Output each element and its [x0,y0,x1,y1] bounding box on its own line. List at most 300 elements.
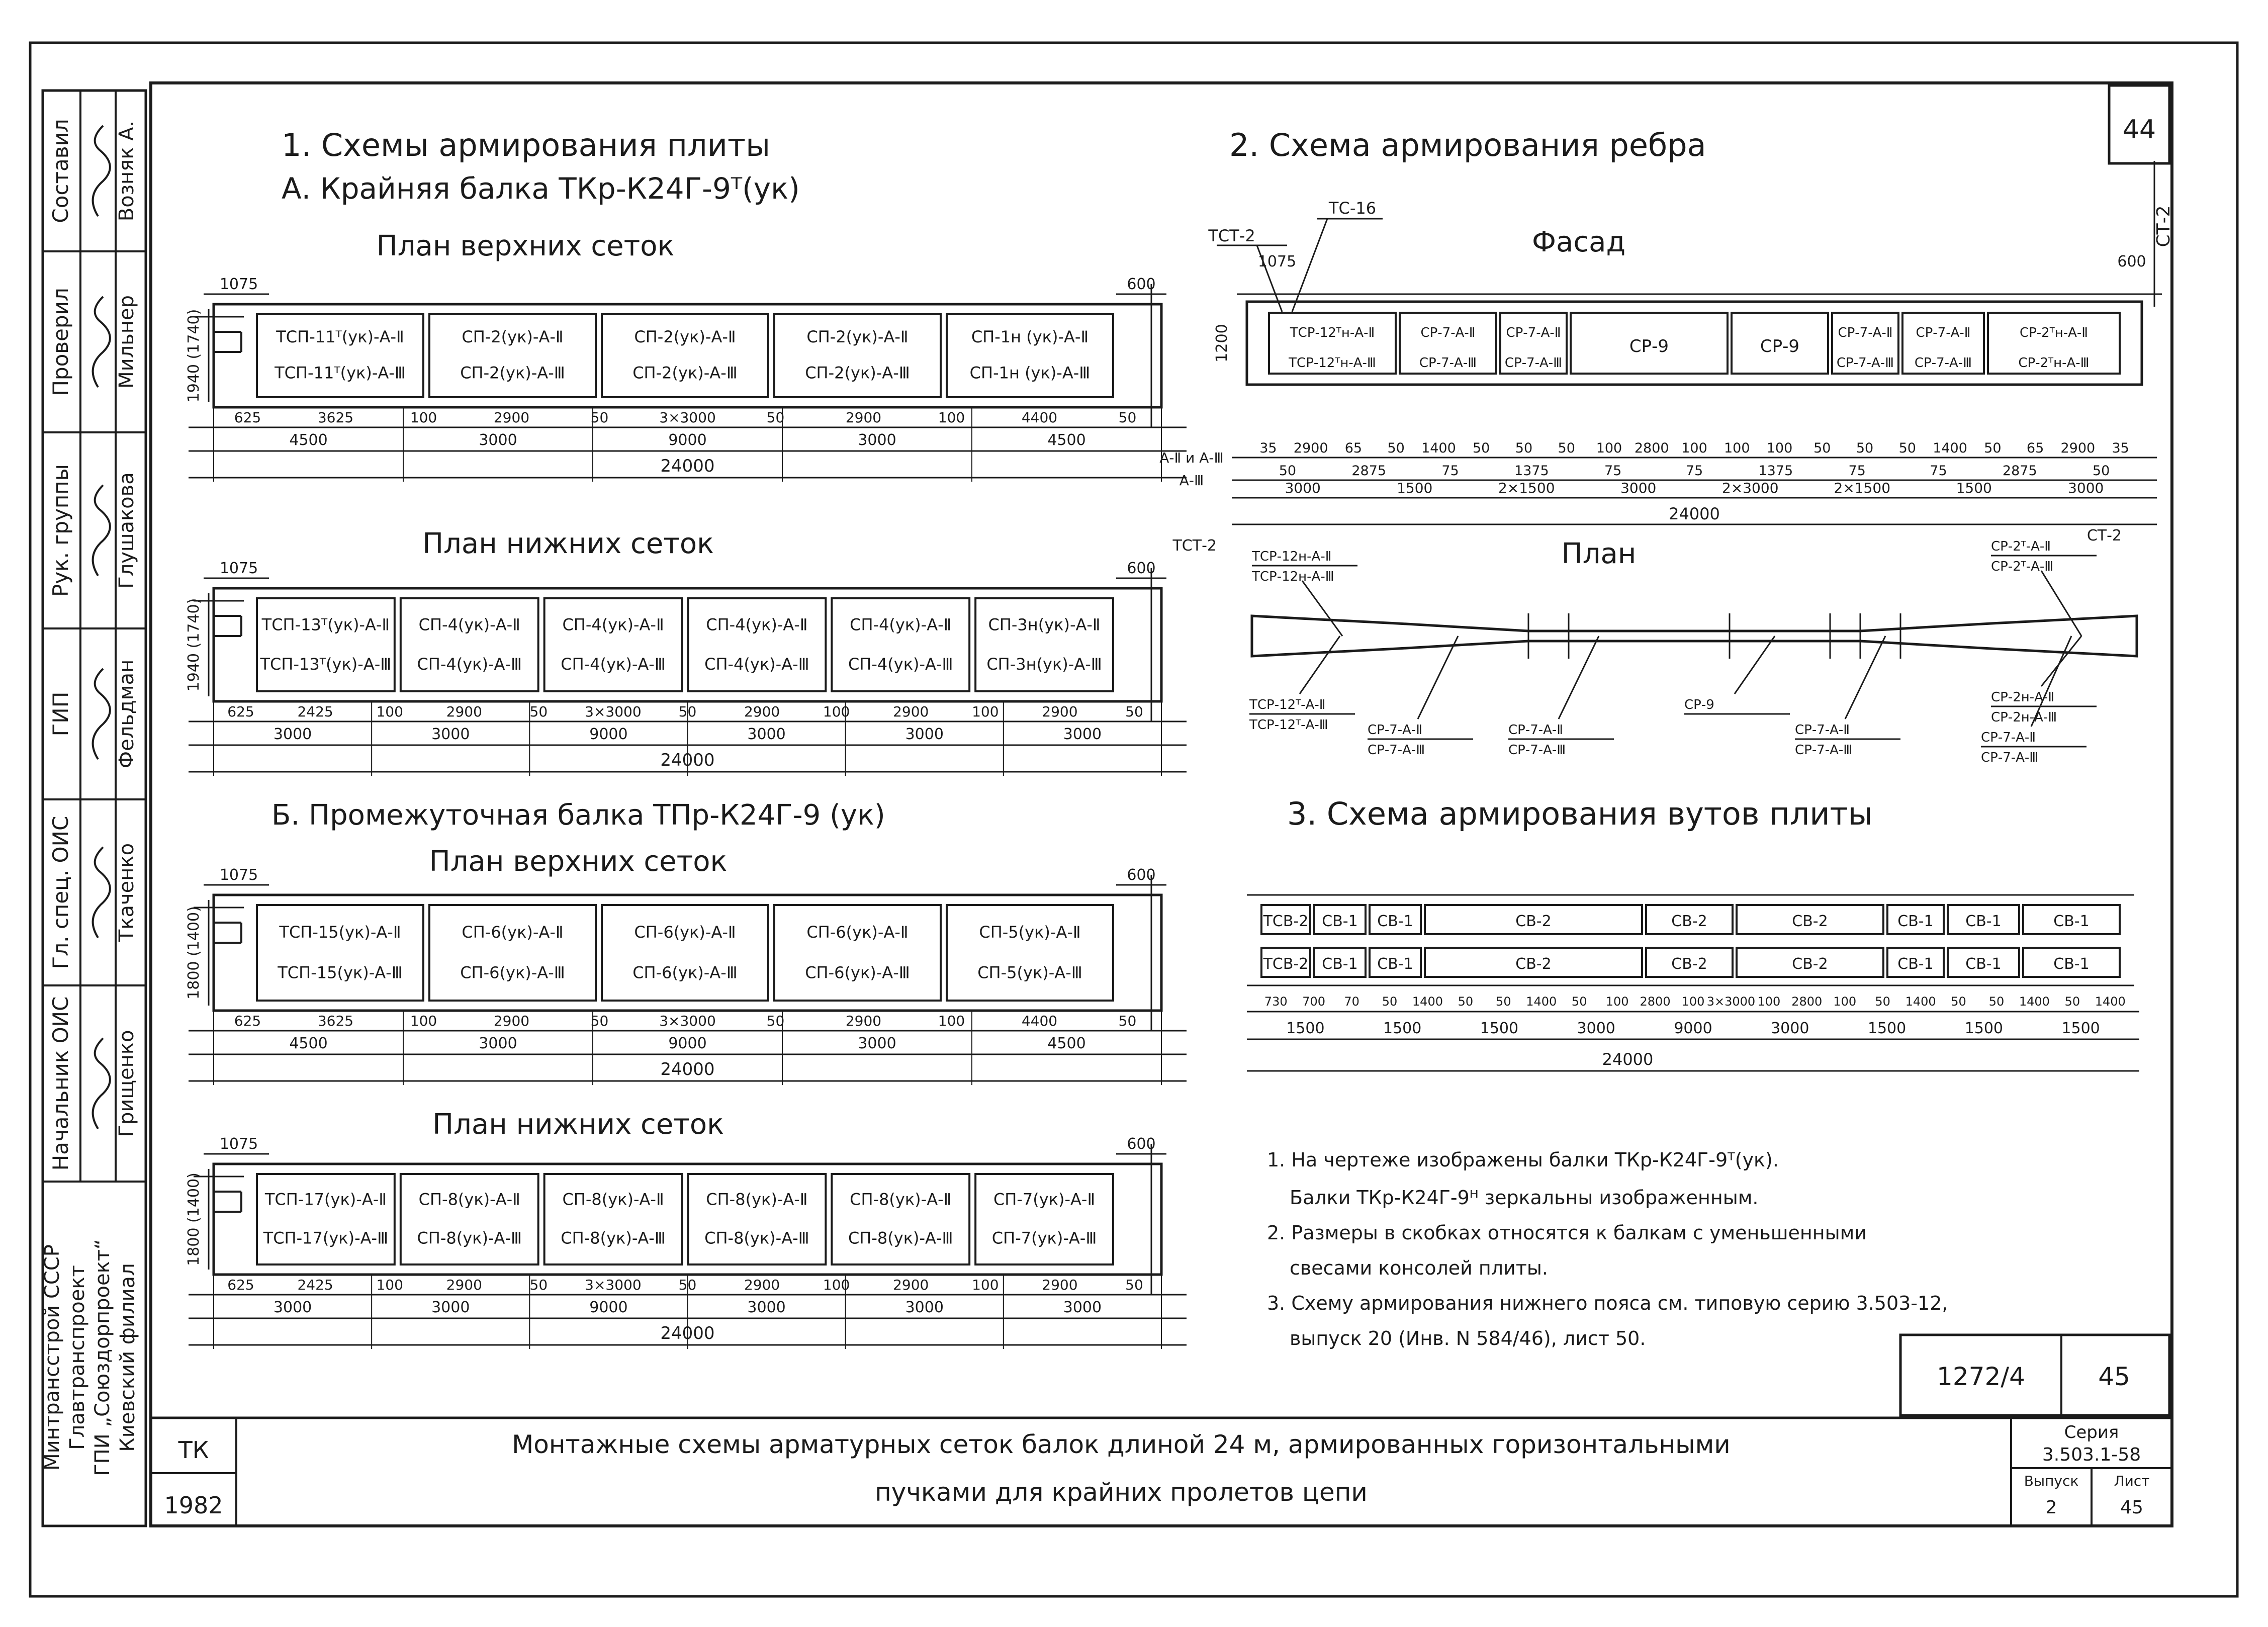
sidebar-name: Фельдман [115,659,138,769]
facade-mesh-label: СР-7-А-Ⅲ [1504,355,1563,371]
haunch-mesh-label: СВ-1 [1377,955,1413,973]
a-lower-dim-value: 3000 [905,726,944,743]
b-lower-side-dim: 1800 (1400) [185,1172,203,1266]
facade-mesh-label: СР-9 [1760,336,1800,356]
rib-plan-label: СР-7-А-Ⅲ [1795,743,1853,758]
b-upper-dim-value: 50 [766,1013,785,1029]
a-upper-dim-value: 50 [590,409,609,426]
a-lower-dim-value: 3000 [431,726,470,743]
rib-plan-label: СР-2ᵀ-А-Ⅱ [1991,539,2051,554]
a-lower-dim-end-right: 600 [1127,560,1156,577]
signature-mark [93,485,110,576]
facade-mesh-label: СР-7-А-Ⅲ [1836,355,1894,371]
a-lower-mesh-cell [975,598,1113,691]
a-upper-dim-value: 50 [1118,409,1137,426]
facade-dim-value: 1375 [1758,463,1793,479]
haunch-dim-value: 1400 [1526,995,1557,1009]
b-upper-mesh-label: СП-6(ук)-А-Ⅲ [460,963,565,982]
a-upper-mesh-label: ТСП-11ᵀ(ук)-А-Ⅱ [276,327,404,346]
a-lower-dim-value: 9000 [589,726,628,743]
a-lower-mesh-label: СП-4(ук)-А-Ⅱ [562,615,664,635]
haunch-mesh-label: СВ-1 [2053,913,2090,930]
b-upper-mesh-label: ТСП-15(ук)-А-Ⅱ [279,923,401,942]
facade-dim-value: 75 [1604,463,1622,479]
b-lower-mesh-cell [688,1174,826,1264]
sidebar-role: Начальник ОИС [48,996,73,1171]
rib-plan-label: СР-7-А-Ⅲ [1981,750,2039,765]
a-lower-dim-value: 3000 [1063,726,1102,743]
b-lower-dim-value: 9000 [589,1299,628,1316]
b-upper-dim-value: 2900 [845,1013,882,1029]
facade-dim-value: 3000 [2068,480,2104,496]
b-upper-dim-end-right: 600 [1127,866,1156,884]
b-lower-dim-total: 24000 [660,1323,715,1343]
signature-mark [93,126,110,216]
ref-code: 1272/4 [1937,1362,2025,1391]
haunch-mesh-label: СВ-2 [1671,955,1707,973]
facade-dim-value: 1500 [1397,480,1433,496]
haunch-mesh-label: СВ-1 [1965,955,2002,973]
facade-label-ts16: ТС-16 [1328,199,1377,218]
a-upper-mesh-cell [947,314,1113,397]
b-upper-side-dim: 1800 (1400) [185,906,203,1000]
haunch-dim-value: 1400 [2019,995,2050,1009]
facade-label-a2a3: А-Ⅱ и А-Ⅲ [1159,449,1224,466]
title-block-title-line1: Монтажные схемы арматурных сеток балок длиной 24 м, армированных горизонтальными [512,1430,1731,1459]
b-lower-dim-end-left: 1075 [219,1135,258,1153]
a-lower-dim-value: 50 [1125,703,1143,720]
facade-dim-value: 50 [1279,463,1297,479]
b-lower-dim-value: 3000 [431,1299,470,1316]
a-upper-mesh-label: ТСП-11ᵀ(ук)-А-Ⅲ [275,363,406,383]
haunch-mesh-label: СВ-1 [1322,913,1358,930]
facade-dim-value: 100 [1723,440,1750,456]
b-lower-mesh-cell [832,1174,969,1264]
facade-dim-value: 75 [1685,463,1703,479]
b-lower-mesh-cell [401,1174,538,1264]
facade-dim-value: 65 [1344,440,1363,456]
sidebar-role: Составил [48,119,73,223]
a-upper-dim-value: 625 [234,409,261,426]
a-lower-mesh-label: СП-4(ук)-А-Ⅱ [418,615,520,635]
a-upper-dim-value: 4500 [289,431,328,449]
b-lower-mesh-label: ТСП-17(ук)-А-Ⅱ [264,1190,387,1209]
b-upper-mesh-label: ТСП-15(ук)-А-Ⅲ [278,963,403,982]
haunch-dim-value: 50 [2064,995,2080,1009]
b-lower-mesh-label: СП-8(ук)-А-Ⅲ [561,1228,666,1248]
haunch-dim-value: 2800 [1791,995,1823,1009]
rib-plan-label: СР-7-А-Ⅲ [1368,743,1425,758]
a-upper-dim-value: 100 [410,409,437,426]
note-line: Балки ТКр-К24Г-9ᴴ зеркальны изображенным. [1290,1187,1759,1209]
b-upper-mesh-label: СП-6(ук)-А-Ⅱ [634,923,736,942]
b-lower-dim-value: 3000 [747,1299,786,1316]
b-upper-mesh-label: СП-6(ук)-А-Ⅱ [806,923,909,942]
haunch-mesh-label: СВ-1 [1965,913,2002,930]
rib-plan-label: СР-7-А-Ⅱ [1508,722,1564,738]
haunch-dim-value: 1500 [1867,1020,1907,1037]
facade-dim-value: 1500 [1956,480,1992,496]
facade-dim-value: 50 [1898,440,1916,456]
sidebar-org: Главтранспроект [66,1265,89,1450]
rib-plan-label: СР-2н-А-Ⅱ [1991,690,2055,705]
title-block-list-label: Лист [2114,1473,2150,1489]
a-upper-dim-total: 24000 [660,456,715,476]
haunch-dim-value: 3000 [1771,1020,1809,1037]
a-upper-dim-value: 9000 [668,431,707,449]
a-upper-mesh-cell [429,314,596,397]
facade-dim-1200: 1200 [1213,324,1231,363]
facade-dim-value: 35 [2112,440,2129,456]
sidebar-name: Возняк А. [115,120,138,222]
a-lower-dim-value: 100 [823,703,850,720]
a-lower-mesh-label: ТСП-13ᵀ(ук)-А-Ⅲ [260,655,392,674]
sidebar-org: ГПИ „Союздорпроект“ [91,1239,114,1476]
haunch-dim-value: 50 [1875,995,1890,1009]
rib-plan-leader [2041,571,2081,636]
haunch-mesh-label: СВ-2 [1792,913,1828,930]
a-lower-dim-value: 50 [529,703,548,720]
haunch-mesh-label: СВ-1 [1322,955,1358,973]
facade-mesh-label: ТСР-12ᵀн-А-Ⅱ [1290,325,1375,340]
b-upper-dim-value: 3625 [317,1013,354,1029]
sidebar-role: ГИП [48,691,73,737]
rib-plan-label: СР-9 [1684,697,1714,712]
facade-dim-value: 2×3000 [1721,480,1779,496]
b-lower-mesh-label: СП-8(ук)-А-Ⅲ [848,1228,953,1248]
haunch-dim-value: 100 [1833,995,1857,1009]
haunch-dim-value: 1500 [1480,1020,1519,1037]
facade-mesh-label: СР-7-А-Ⅱ [1420,325,1476,340]
facade-label-st2: СТ-2 [2153,205,2174,247]
haunch-dim-value: 730 [1264,995,1288,1009]
facade-dim-value: 50 [1558,440,1575,456]
b-upper-dim-value: 100 [938,1013,965,1029]
sidebar-name: Ткаченко [115,843,138,942]
b-upper-slab-outline [214,895,1161,1011]
facade-dim-1075: 1075 [1257,253,1297,270]
note-line: выпуск 20 (Инв. N 584/46), лист 50. [1290,1327,1646,1349]
b-upper-mesh-cell [947,905,1113,1001]
haunch-dim-value: 1400 [2095,995,2126,1009]
b-upper-mesh-label: СП-5(ук)-А-Ⅱ [979,923,1081,942]
b-lower-mesh-label: СП-8(ук)-А-Ⅱ [562,1190,664,1209]
facade-mesh-label: СР-9 [1629,336,1669,356]
a-lower-mesh-label: СП-4(ук)-А-Ⅲ [417,655,522,674]
facade-title: Фасад [1531,226,1626,258]
facade-dim-value: 2900 [2060,440,2096,456]
a-lower-dim-value: 50 [678,703,697,720]
facade-dim-value: 2875 [2002,463,2037,479]
facade-mesh-label: СР-2ᵀн-А-Ⅲ [2018,355,2090,371]
b-upper-dim-value: 100 [410,1013,437,1029]
rib-plan-label: СР-7-А-Ⅱ [1368,722,1423,738]
rib-plan-label: СТ-2 [2086,527,2122,545]
a-lower-mesh-cell [257,598,395,691]
facade-dim-value: 65 [2026,440,2044,456]
a-lower-mesh-cell [832,598,969,691]
b-lower-dim-end-right: 600 [1127,1135,1156,1153]
b-upper-dim-value: 9000 [668,1035,707,1052]
plan-lower-a-title: План нижних сеток [422,527,714,560]
title-block-vypusk-label: Выпуск [2024,1473,2079,1489]
b-upper-dim-value: 3000 [479,1035,517,1052]
a-upper-mesh-cell [774,314,941,397]
rib-plan-label: ТСР-12н-А-Ⅲ [1252,569,1334,584]
rib-plan-outline [1252,616,2137,656]
a-lower-dim-value: 2425 [297,703,333,720]
a-lower-dim-value: 625 [227,703,254,720]
facade-mesh-label: СР-7-А-Ⅲ [1914,355,1972,371]
plan-upper-b-title: План верхних сеток [429,845,728,878]
a-lower-dim-value: 100 [972,703,999,720]
a-upper-dim-end-left: 1075 [219,276,258,293]
a-upper-dim-value: 2900 [845,409,882,426]
haunch-dim-value: 100 [1605,995,1629,1009]
b-lower-dim-value: 3000 [905,1299,944,1316]
haunch-dim-value: 50 [1951,995,1966,1009]
b-lower-dim-value: 2900 [893,1277,929,1293]
b-lower-dim-value: 50 [1125,1277,1143,1293]
a-upper-dim-value: 4500 [1047,431,1086,449]
rib-plan-label: СР-7-А-Ⅱ [1795,722,1850,738]
b-upper-dim-value: 50 [590,1013,609,1029]
a-lower-mesh-label: СП-4(ук)-А-Ⅲ [848,655,953,674]
b-lower-mesh-label: СП-7(ук)-А-Ⅲ [991,1228,1097,1248]
facade-dim-value: 50 [1387,440,1405,456]
b-lower-dim-value: 100 [972,1277,999,1293]
title-block-vypusk: 2 [2045,1497,2057,1518]
b-upper-dim-value: 4400 [1021,1013,1058,1029]
rib-plan-label: ТСТ-2 [1172,537,1217,555]
b-lower-mesh-label: ТСП-17(ук)-А-Ⅲ [263,1228,389,1248]
a-upper-mesh-cell [602,314,768,397]
facade-dim-value: 2×1500 [1498,480,1555,496]
signature-mark [93,297,110,387]
a-upper-mesh-label: СП-2(ук)-А-Ⅲ [460,363,565,383]
haunch-dim-value: 2800 [1640,995,1671,1009]
rib-plan-label: СР-7-А-Ⅱ [1981,730,2036,745]
a-upper-dim-value: 3000 [858,431,896,449]
a-upper-dim-end-right: 600 [1127,276,1156,293]
a-lower-mesh-cell [401,598,538,691]
sidebar-org: Киевский филиал [116,1263,139,1452]
b-lower-mesh-label: СП-8(ук)-А-Ⅲ [417,1228,522,1248]
facade-mesh-label: СР-7-А-Ⅲ [1419,355,1477,371]
a-lower-dim-value: 2900 [744,703,780,720]
b-upper-mesh-cell [429,905,596,1001]
haunch-dim-value: 1500 [1286,1020,1325,1037]
b-lower-dim-value: 100 [376,1277,403,1293]
b-lower-dim-value: 2900 [1042,1277,1078,1293]
ref-sheet: 45 [2098,1362,2130,1391]
haunch-dim-value: 9000 [1674,1020,1712,1037]
b-lower-dim-value: 2425 [297,1277,333,1293]
facade-dim-total: 24000 [1669,504,1720,523]
facade-dim-value: 50 [2092,463,2110,479]
a-lower-dim-value: 3000 [747,726,786,743]
a-lower-mesh-label: СП-4(ук)-А-Ⅱ [850,615,952,635]
b-lower-mesh-cell [545,1174,682,1264]
facade-label-tst2: ТСТ-2 [1208,226,1255,245]
plan-lower-b-title: План нижних сеток [432,1108,724,1141]
haunch-dim-value: 1500 [1964,1020,2004,1037]
b-upper-dim-value: 3×3000 [659,1013,716,1029]
section1-title: 1. Схемы армирования плиты [282,127,771,163]
plan-upper-a-title: План верхних сеток [376,230,675,262]
a-lower-mesh-label: СП-4(ук)-А-Ⅲ [704,655,809,674]
a-upper-mesh-label: СП-1н (ук)-А-Ⅱ [971,327,1089,346]
facade-dim-value: 75 [1930,463,1947,479]
sidebar-role: Гл. спец. ОИС [48,816,73,969]
haunch-dim-value: 50 [1458,995,1474,1009]
a-upper-dim-value: 50 [766,409,785,426]
facade-dim-value: 1375 [1514,463,1549,479]
a-upper-mesh-label: СП-2(ук)-А-Ⅱ [634,327,736,346]
haunch-dim-value: 50 [1571,995,1587,1009]
rib-plan-label: СР-2н-А-Ⅲ [1991,710,2057,725]
a-lower-dim-value: 3×3000 [585,703,642,720]
rib-plan-leader [1300,636,1340,694]
b-lower-mesh-cell [975,1174,1113,1264]
haunch-dim-value: 50 [1496,995,1511,1009]
b-lower-dim-value: 3000 [1063,1299,1102,1316]
haunch-mesh-label: ТСВ-2 [1263,913,1309,930]
b-upper-dim-value: 4500 [1047,1035,1086,1052]
haunch-mesh-label: ТСВ-2 [1263,955,1309,973]
haunch-mesh-label: СВ-1 [2053,955,2090,973]
facade-dim-value: 50 [1515,440,1533,456]
b-upper-dim-total: 24000 [660,1059,715,1079]
facade-dim-value: 100 [1596,440,1622,456]
facade-mesh-label: СР-7-А-Ⅱ [1838,325,1893,340]
a-lower-mesh-label: СП-3н(ук)-А-Ⅲ [986,655,1102,674]
note-line: свесами консолей плиты. [1290,1257,1548,1279]
title-block-title-line2: пучками для крайних пролетов цепи [875,1478,1368,1507]
signature-mark [93,1038,110,1129]
sidebar-name: Грищенко [115,1030,138,1137]
haunch-dim-value: 3×3000 [1706,995,1756,1009]
a-upper-mesh-label: СП-2(ук)-А-Ⅱ [462,327,564,346]
facade-dim-value: 2875 [1351,463,1387,479]
a-lower-side-dim: 1940 (1740) [185,598,203,692]
facade-dim-value: 50 [1856,440,1874,456]
a-lower-dim-total: 24000 [660,750,715,770]
b-upper-mesh-cell [774,905,941,1001]
facade-dim-value: 75 [1441,463,1459,479]
a-upper-dim-value: 2900 [493,409,530,426]
haunch-mesh-label: СВ-2 [1515,955,1552,973]
haunch-dim-value: 100 [1757,995,1781,1009]
b-lower-dim-value: 2900 [446,1277,482,1293]
a-lower-mesh-label: СП-4(ук)-А-Ⅲ [561,655,666,674]
title-block-year: 1982 [164,1492,223,1519]
b-upper-mesh-label: СП-6(ук)-А-Ⅲ [805,963,910,982]
facade-dim-value: 100 [1681,440,1707,456]
facade-dim-value: 50 [1813,440,1831,456]
b-upper-mesh-cell [257,905,423,1001]
b-upper-dim-value: 4500 [289,1035,328,1052]
sidebar-name: Мильнер [115,295,138,389]
rib-plan-label: СР-2ᵀ-А-Ⅲ [1991,559,2054,574]
haunch-dim-value: 70 [1344,995,1359,1009]
facade-outline [1247,302,2142,385]
rib-plan-leader [1559,636,1599,719]
title-block-seria: 3.503.1-58 [2042,1444,2141,1465]
a-lower-mesh-cell [545,598,682,691]
haunch-mesh-label: СВ-2 [1792,955,1828,973]
facade-dim-value: 3000 [1620,480,1657,496]
a-lower-dim-end-left: 1075 [219,560,258,577]
b-lower-dim-value: 100 [823,1277,850,1293]
b-upper-mesh-label: СП-6(ук)-А-Ⅲ [632,963,738,982]
note-line: 1. На чертеже изображены балки ТКр-К24Г-9ᵀ(ук). [1267,1149,1779,1171]
facade-dim-value: 1400 [1933,440,1967,456]
a-upper-mesh-label: СП-2(ук)-А-Ⅲ [805,363,910,383]
a-lower-dim-value: 2900 [893,703,929,720]
section2-title: 2. Схема армирования ребра [1229,127,1706,163]
a-lower-dim-value: 100 [376,703,403,720]
a-lower-mesh-cell [688,598,826,691]
a-upper-dim-value: 3000 [479,431,517,449]
haunch-dim-value: 700 [1302,995,1326,1009]
facade-dim-value: 2×1500 [1834,480,1891,496]
b-lower-dim-value: 625 [227,1277,254,1293]
leader [1292,219,1327,312]
haunch-dim-value: 50 [1988,995,2005,1009]
rib-plan-leader [1418,636,1458,719]
facade-mesh-label: ТСР-12ᵀн-А-Ⅲ [1289,355,1376,371]
a-upper-dim-value: 3×3000 [659,409,716,426]
b-upper-dim-value: 3000 [858,1035,896,1052]
section3-title: 3. Схема армирования вутов плиты [1287,795,1873,832]
b-lower-mesh-label: СП-8(ук)-А-Ⅲ [704,1228,809,1248]
a-upper-dim-value: 3625 [317,409,354,426]
a-upper-dim-value: 100 [938,409,965,426]
a-upper-mesh-cell [257,314,423,397]
haunch-dim-value: 1400 [1412,995,1443,1009]
signature-mark [93,669,110,759]
a-lower-dim-value: 3000 [273,726,312,743]
a-lower-mesh-label: ТСП-13ᵀ(ук)-А-Ⅱ [261,615,390,635]
a-lower-mesh-label: СП-4(ук)-А-Ⅱ [706,615,808,635]
facade-mesh-label: СР-2ᵀн-А-Ⅱ [2019,325,2089,340]
b-lower-dim-value: 50 [529,1277,548,1293]
b-upper-mesh-label: СП-6(ук)-А-Ⅱ [462,923,564,942]
b-upper-mesh-label: СП-5(ук)-А-Ⅲ [977,963,1082,982]
b-lower-mesh-label: СП-8(ук)-А-Ⅱ [850,1190,952,1209]
facade-dim-value: 50 [1984,440,2002,456]
b-upper-dim-value: 2900 [493,1013,530,1029]
sidebar-name: Глушакова [115,472,138,589]
facade-dim-value: 2900 [1293,440,1328,456]
a-upper-mesh-label: СП-1н (ук)-А-Ⅲ [969,363,1091,383]
rib-plan-leader [1735,636,1775,694]
facade-dim-value: 2800 [1634,440,1669,456]
facade-dim-value: 35 [1259,440,1277,456]
facade-dim-value: 3000 [1285,480,1321,496]
haunch-dim-value: 100 [1681,995,1705,1009]
a-upper-side-dim: 1940 (1740) [185,309,203,403]
b-lower-mesh-label: СП-8(ук)-А-Ⅱ [418,1190,520,1209]
b-lower-dim-value: 3000 [273,1299,312,1316]
b-upper-mesh-cell [602,905,768,1001]
rib-plan-label: ТСР-12ᵀ-А-Ⅲ [1249,717,1328,733]
b-lower-mesh-label: СП-8(ук)-А-Ⅱ [706,1190,808,1209]
haunch-dim-value: 3000 [1577,1020,1615,1037]
sidebar-role: Проверил [48,288,73,396]
a-upper-mesh-label: СП-2(ук)-А-Ⅲ [632,363,738,383]
